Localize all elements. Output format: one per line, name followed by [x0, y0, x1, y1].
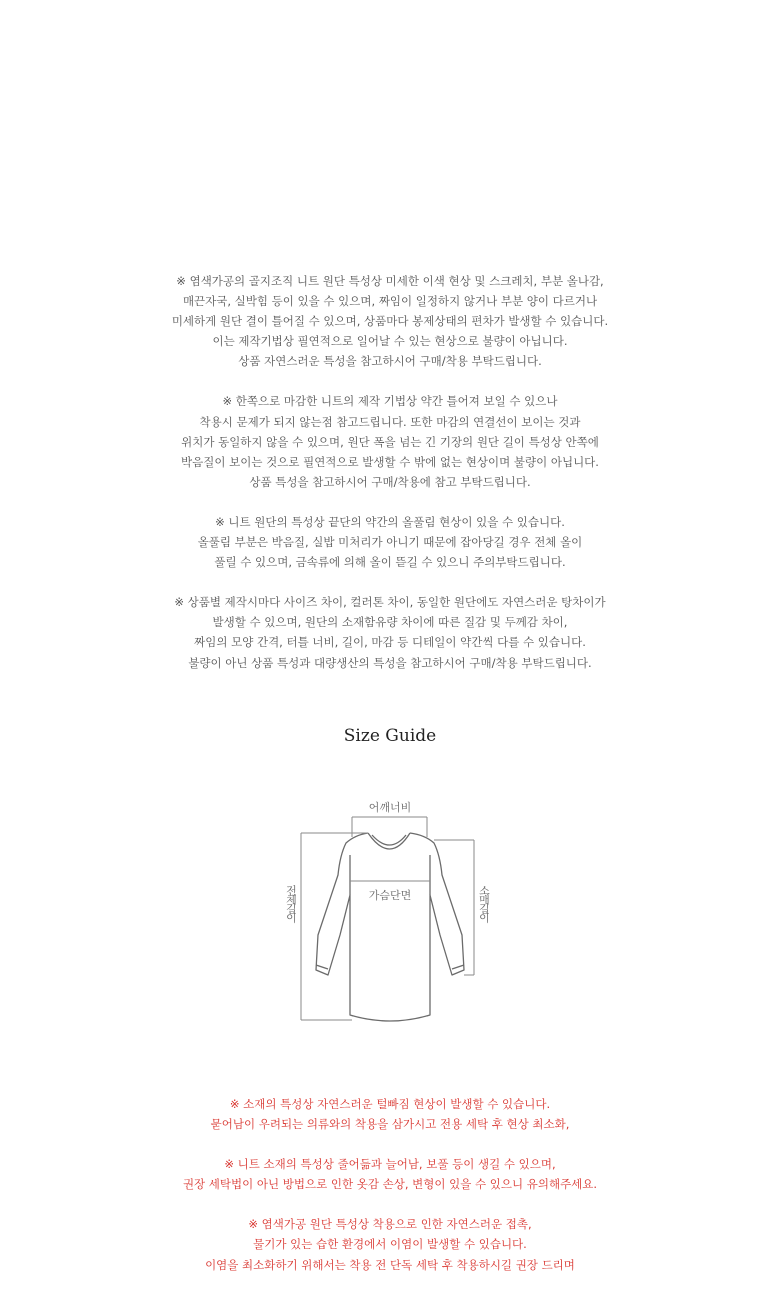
note-line: 상품 자연스러운 특성을 참고하시어 구매/착용 부탁드립니다.	[238, 354, 542, 369]
note-line: 올풀림 부분은 박음질, 실밥 미처리가 아니기 때문에 잡아당길 경우 전체 올이	[197, 535, 583, 550]
note-line: 짜임의 모양 간격, 터틀 너비, 길이, 마감 등 디테일이 약간씩 다를 수 있습니다.	[194, 635, 586, 650]
warning-line: 묻어남이 우려되는 의류와의 착용을 삼가시고 전용 세탁 후 현상 최소화,	[210, 1117, 570, 1132]
note-line: 이는 제작기법상 필연적으로 일어날 수 있는 현상으로 불량이 아닙니다.	[212, 334, 568, 349]
product-notes	[0, 271, 780, 693]
note-line: 발생할 수 있으며, 원단의 소재함유량 차이에 따른 질감 및 두께감 차이,	[212, 615, 568, 630]
garment-outline	[316, 833, 464, 1021]
note-line: 상품 특성을 참고하시어 구매/착용에 참고 부탁드립니다.	[249, 474, 531, 489]
warning-paragraph-2	[0, 1154, 780, 1194]
warning-line: 이염을 최소화하기 위해서는 착용 전 단독 세탁 후 착용하시길 권장 드리며	[205, 1257, 575, 1272]
warning-paragraph-3	[0, 1214, 780, 1274]
label-shoulder: 어깨너비	[368, 801, 412, 814]
warning-line: 권장 세탁법이 아닌 방법으로 인한 옷감 손상, 변형이 있을 수 있으니 유의해주세요.	[182, 1177, 598, 1192]
warning-line: ※ 염색가공 원단 특성상 착용으로 인한 자연스러운 접촉,	[248, 1217, 532, 1232]
note-line: 위치가 동일하지 않을 수 있으며, 원단 폭을 넘는 긴 기장의 원단 길이 특성상 안쪽에	[181, 434, 599, 449]
note-line: ※ 염색가공의 골지조직 니트 원단 특성상 미세한 이색 현상 및 스크레치, 부분 올나감,	[176, 274, 604, 288]
note-paragraph-3	[0, 512, 780, 572]
label-sleeve-length: 소매길이	[477, 885, 491, 921]
note-line: 박음질이 보이는 것으로 필연적으로 발생할 수 밖에 없는 현상이며 불량이 아닙니다.	[181, 454, 599, 469]
warning-line: 물기가 있는 습한 환경에서 이염이 발생할 수 있습니다.	[253, 1237, 527, 1252]
note-line: 매끈자국, 실박힘 등이 있을 수 있으며, 짜임이 일정하지 않거나 부분 양이 다르거나	[182, 294, 598, 309]
note-paragraph-4	[0, 592, 780, 672]
note-paragraph-1	[0, 271, 780, 371]
note-line: ※ 상품별 제작시마다 사이즈 차이, 컬러톤 차이, 동일한 원단에도 자연스러운 탕차이가	[174, 595, 606, 610]
measure-lines	[301, 817, 474, 1020]
care-warnings	[0, 1094, 780, 1295]
note-paragraph-2	[0, 391, 780, 491]
note-line: ※ 니트 원단의 특성상 끝단의 약간의 올풀림 현상이 있을 수 있습니다.	[215, 514, 565, 529]
warning-paragraph-1	[0, 1094, 780, 1134]
label-chest: 가슴단면	[368, 889, 412, 902]
note-line: 미세하게 원단 결이 틀어질 수 있으며, 상품마다 봉제상태의 편차가 발생할 수 있습니다.	[171, 314, 609, 329]
note-line: ※ 한쪽으로 마감한 니트의 제작 기법상 약간 틀어져 보일 수 있으나	[222, 394, 558, 409]
note-line: 착용시 문제가 되지 않는점 참고드립니다. 또한 마감의 연결선이 보이는 것과	[199, 414, 581, 429]
note-line: 풀릴 수 있으며, 금속류에 의해 올이 뜯길 수 있으니 주의부탁드립니다.	[214, 555, 566, 570]
size-guide-title: Size Guide	[343, 726, 437, 746]
warning-line: ※ 니트 소재의 특성상 줄어듦과 늘어남, 보풀 등이 생길 수 있으며,	[224, 1157, 556, 1172]
note-line: 불량이 아닌 상품 특성과 대량생산의 특성을 참고하시어 구매/착용 부탁드립니다.	[188, 655, 592, 670]
label-total-length: 전체길이	[284, 885, 298, 921]
warning-line: ※ 소재의 특성상 자연스러운 털빠짐 현상이 발생할 수 있습니다.	[229, 1097, 551, 1111]
size-guide-diagram	[270, 795, 510, 1035]
